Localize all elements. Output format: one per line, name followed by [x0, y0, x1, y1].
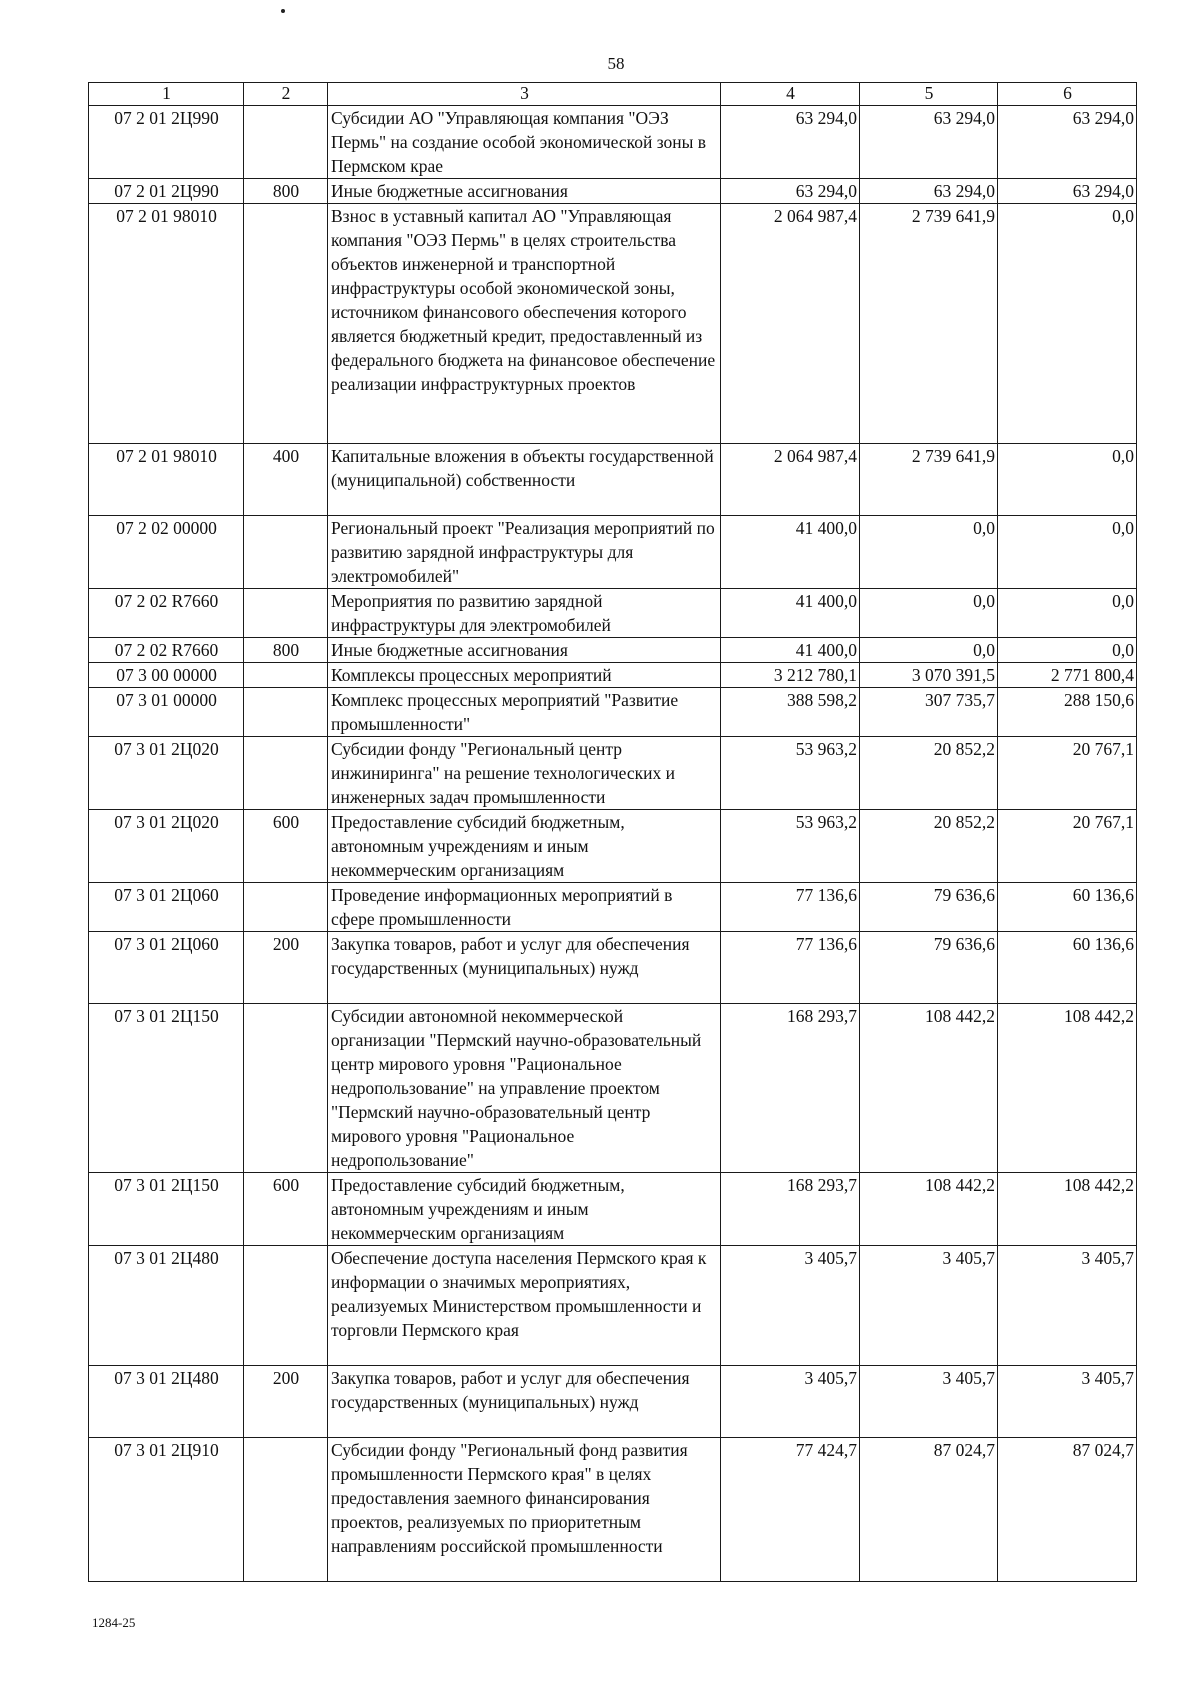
value-col5-cell: 20 852,2: [860, 737, 998, 810]
value-col4-cell: 41 400,0: [721, 589, 860, 638]
value-col5-cell: 0,0: [860, 589, 998, 638]
budget-table: [88, 82, 1137, 1582]
value-col4-cell: 77 136,6: [721, 932, 860, 1004]
name-cell: Иные бюджетные ассигнования: [328, 179, 721, 204]
value-col5-cell: 3 405,7: [860, 1246, 998, 1366]
value-col5-cell: 108 442,2: [860, 1173, 998, 1246]
code-cell: 07 3 01 00000: [89, 688, 244, 737]
value-col4-cell: 3 405,7: [721, 1246, 860, 1366]
value-col4-cell: 53 963,2: [721, 737, 860, 810]
code-cell: 07 3 01 2Ц150: [89, 1004, 244, 1173]
header-cell: 5: [860, 83, 998, 106]
value-col6-cell: 288 150,6: [998, 688, 1137, 737]
value-col6-cell: 60 136,6: [998, 932, 1137, 1004]
table-row: [89, 638, 1137, 663]
header-cell: 1: [89, 83, 244, 106]
value-col4-cell: 77 424,7: [721, 1438, 860, 1582]
table-row: [89, 1438, 1137, 1582]
type-cell: [244, 737, 328, 810]
scan-speck: [281, 9, 285, 13]
value-col6-cell: 3 405,7: [998, 1366, 1137, 1438]
value-col6-cell: 3 405,7: [998, 1246, 1137, 1366]
value-col6-cell: 0,0: [998, 589, 1137, 638]
code-cell: 07 3 01 2Ц020: [89, 737, 244, 810]
header-cell: 4: [721, 83, 860, 106]
code-cell: 07 3 01 2Ц150: [89, 1173, 244, 1246]
value-col4-cell: 3 212 780,1: [721, 663, 860, 688]
value-col6-cell: 108 442,2: [998, 1173, 1137, 1246]
type-cell: [244, 204, 328, 444]
value-col4-cell: 41 400,0: [721, 516, 860, 589]
code-cell: 07 2 01 98010: [89, 444, 244, 516]
name-cell: Взнос в уставный капитал АО "Управляющая компания "ОЭЗ Пермь" в целях строительства объектов инженерной и транспортной инфраструктуры особой экономической зоны, источником финансового обеспечения которого является бюджетный кредит, предоставленный из федерального бюджета на финансовое обеспечение реализации инфраструктурных проектов: [328, 204, 721, 444]
value-col5-cell: 108 442,2: [860, 1004, 998, 1173]
code-cell: 07 3 01 2Ц060: [89, 932, 244, 1004]
table-row: [89, 688, 1137, 737]
value-col5-cell: 20 852,2: [860, 810, 998, 883]
table-row: [89, 932, 1137, 1004]
value-col5-cell: 3 070 391,5: [860, 663, 998, 688]
value-col4-cell: 63 294,0: [721, 179, 860, 204]
table-row: [89, 1366, 1137, 1438]
value-col6-cell: 20 767,1: [998, 810, 1137, 883]
table-header-row: [89, 83, 1137, 106]
table-row: [89, 179, 1137, 204]
code-cell: 07 2 01 2Ц990: [89, 106, 244, 179]
table-row: [89, 106, 1137, 179]
name-cell: Субсидии автономной некоммерческой организации "Пермский научно-образовательный центр мирового уровня "Рациональное недропользование" на управление проектом "Пермский научно-образовательный центр мирового уровня "Рациональное недропользование": [328, 1004, 721, 1173]
value-col4-cell: 2 064 987,4: [721, 204, 860, 444]
page-number: 58: [607, 54, 625, 73]
value-col6-cell: 0,0: [998, 204, 1137, 444]
value-col4-cell: 41 400,0: [721, 638, 860, 663]
type-cell: [244, 589, 328, 638]
type-cell: 200: [244, 932, 328, 1004]
value-col6-cell: 63 294,0: [998, 179, 1137, 204]
table-row: [89, 663, 1137, 688]
table-row: [89, 1246, 1137, 1366]
document-code: 1284-25: [92, 1615, 136, 1630]
value-col4-cell: 53 963,2: [721, 810, 860, 883]
name-cell: Региональный проект "Реализация мероприятий по развитию зарядной инфраструктуры для электромобилей": [328, 516, 721, 589]
value-col4-cell: 63 294,0: [721, 106, 860, 179]
type-cell: [244, 516, 328, 589]
code-cell: 07 3 01 2Ц480: [89, 1246, 244, 1366]
value-col4-cell: 3 405,7: [721, 1366, 860, 1438]
name-cell: Предоставление субсидий бюджетным, автономным учреждениям и иным некоммерческим организациям: [328, 810, 721, 883]
value-col6-cell: 108 442,2: [998, 1004, 1137, 1173]
type-cell: 200: [244, 1366, 328, 1438]
value-col5-cell: 79 636,6: [860, 883, 998, 932]
name-cell: Обеспечение доступа населения Пермского края к информации о значимых мероприятиях, реализуемых Министерством промышленности и торговли Пермского края: [328, 1246, 721, 1366]
name-cell: Субсидии АО "Управляющая компания "ОЭЗ Пермь" на создание особой экономической зоны в Пермском крае: [328, 106, 721, 179]
value-col6-cell: 60 136,6: [998, 883, 1137, 932]
value-col5-cell: 3 405,7: [860, 1366, 998, 1438]
type-cell: [244, 883, 328, 932]
table-row: [89, 1004, 1137, 1173]
name-cell: Проведение информационных мероприятий в сфере промышленности: [328, 883, 721, 932]
type-cell: [244, 1246, 328, 1366]
value-col5-cell: 307 735,7: [860, 688, 998, 737]
code-cell: 07 2 02 R7660: [89, 589, 244, 638]
value-col5-cell: 0,0: [860, 516, 998, 589]
value-col4-cell: 168 293,7: [721, 1173, 860, 1246]
type-cell: [244, 106, 328, 179]
value-col5-cell: 63 294,0: [860, 179, 998, 204]
type-cell: [244, 663, 328, 688]
name-cell: Иные бюджетные ассигнования: [328, 638, 721, 663]
code-cell: 07 2 02 00000: [89, 516, 244, 589]
value-col6-cell: 2 771 800,4: [998, 663, 1137, 688]
type-cell: 600: [244, 1173, 328, 1246]
value-col6-cell: 63 294,0: [998, 106, 1137, 179]
table-row: [89, 1173, 1137, 1246]
type-cell: 800: [244, 179, 328, 204]
value-col6-cell: 0,0: [998, 444, 1137, 516]
type-cell: [244, 688, 328, 737]
code-cell: 07 3 01 2Ц060: [89, 883, 244, 932]
name-cell: Субсидии фонду "Региональный центр инжиниринга" на решение технологических и инженерных задач промышленности: [328, 737, 721, 810]
value-col5-cell: 0,0: [860, 638, 998, 663]
code-cell: 07 3 00 00000: [89, 663, 244, 688]
value-col5-cell: 2 739 641,9: [860, 444, 998, 516]
value-col5-cell: 79 636,6: [860, 932, 998, 1004]
code-cell: 07 3 01 2Ц020: [89, 810, 244, 883]
name-cell: Комплексы процессных мероприятий: [328, 663, 721, 688]
value-col4-cell: 388 598,2: [721, 688, 860, 737]
table-row: [89, 204, 1137, 444]
header-cell: 2: [244, 83, 328, 106]
code-cell: 07 3 01 2Ц480: [89, 1366, 244, 1438]
name-cell: Субсидии фонду "Региональный фонд развития промышленности Пермского края" в целях предоставления заемного финансирования проектов, реализуемых по приоритетным направлениям российской промышленности: [328, 1438, 721, 1582]
value-col4-cell: 2 064 987,4: [721, 444, 860, 516]
value-col5-cell: 2 739 641,9: [860, 204, 998, 444]
name-cell: Предоставление субсидий бюджетным, автономным учреждениям и иным некоммерческим организациям: [328, 1173, 721, 1246]
table-row: [89, 516, 1137, 589]
header-cell: 6: [998, 83, 1137, 106]
type-cell: 800: [244, 638, 328, 663]
name-cell: Мероприятия по развитию зарядной инфраструктуры для электромобилей: [328, 589, 721, 638]
table-row: [89, 589, 1137, 638]
table-row: [89, 737, 1137, 810]
value-col4-cell: 168 293,7: [721, 1004, 860, 1173]
value-col6-cell: 20 767,1: [998, 737, 1137, 810]
name-cell: Капитальные вложения в объекты государственной (муниципальной) собственности: [328, 444, 721, 516]
value-col5-cell: 87 024,7: [860, 1438, 998, 1582]
type-cell: 400: [244, 444, 328, 516]
name-cell: Комплекс процессных мероприятий "Развитие промышленности": [328, 688, 721, 737]
type-cell: [244, 1004, 328, 1173]
table-row: [89, 883, 1137, 932]
value-col4-cell: 77 136,6: [721, 883, 860, 932]
value-col6-cell: 0,0: [998, 516, 1137, 589]
type-cell: [244, 1438, 328, 1582]
header-cell: 3: [328, 83, 721, 106]
code-cell: 07 2 02 R7660: [89, 638, 244, 663]
name-cell: Закупка товаров, работ и услуг для обеспечения государственных (муниципальных) нужд: [328, 932, 721, 1004]
type-cell: 600: [244, 810, 328, 883]
value-col6-cell: 0,0: [998, 638, 1137, 663]
table-row: [89, 444, 1137, 516]
name-cell: Закупка товаров, работ и услуг для обеспечения государственных (муниципальных) нужд: [328, 1366, 721, 1438]
code-cell: 07 2 01 98010: [89, 204, 244, 444]
table-row: [89, 810, 1137, 883]
value-col6-cell: 87 024,7: [998, 1438, 1137, 1582]
code-cell: 07 3 01 2Ц910: [89, 1438, 244, 1582]
code-cell: 07 2 01 2Ц990: [89, 179, 244, 204]
value-col5-cell: 63 294,0: [860, 106, 998, 179]
